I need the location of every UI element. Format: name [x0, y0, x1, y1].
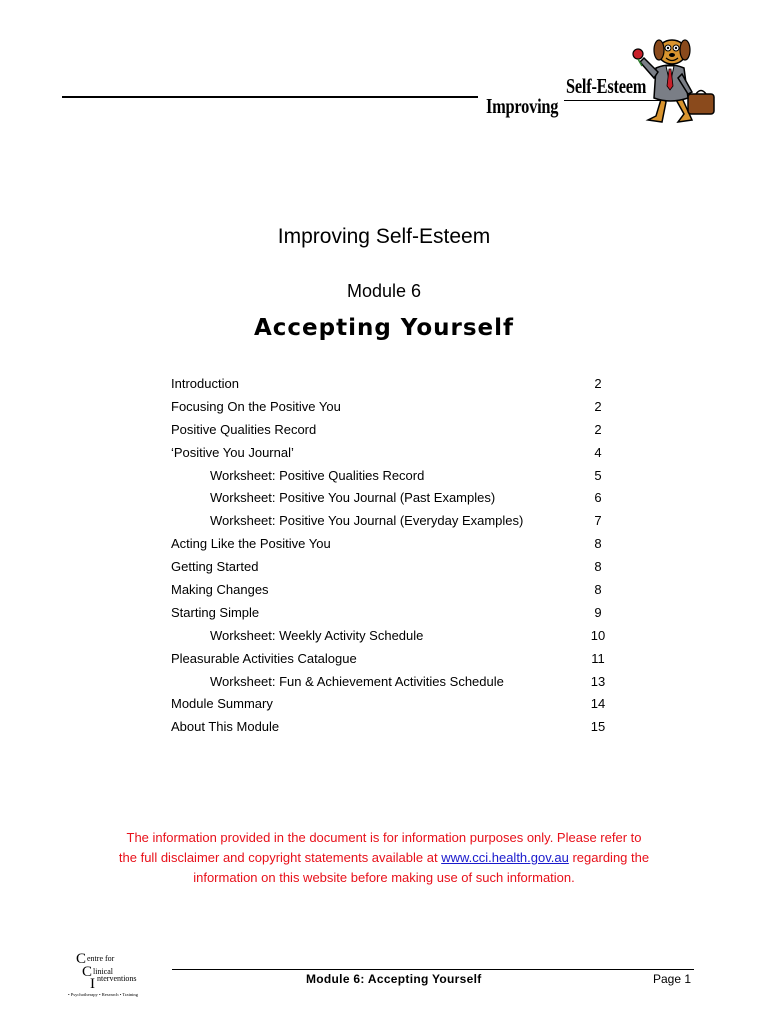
- logo-cap-c2: C: [82, 964, 93, 980]
- toc-entry-page: 9: [594, 604, 602, 620]
- toc-entry: [171, 695, 611, 718]
- toc-entry-page: 7: [594, 513, 602, 529]
- toc-entry: [171, 444, 611, 467]
- disclaimer-line: The information provided in the document is for information purposes only. Please refer to: [126, 830, 642, 845]
- toc-entry-label: Worksheet: Positive You Journal (Everyday Examples): [210, 513, 524, 529]
- toc-entry-label: Introduction: [171, 376, 239, 391]
- disclaimer-text: the full disclaimer and copyright statements available at: [118, 850, 442, 865]
- toc-entry: [171, 421, 611, 444]
- toc-entry: [171, 558, 611, 581]
- toc-entry-label: Acting Like the Positive You: [171, 536, 331, 552]
- toc-entry-page: 8: [594, 559, 602, 575]
- disclaimer-text: regarding the: [568, 850, 650, 865]
- footer-rule: [172, 969, 694, 970]
- logo-cap-i: I: [90, 976, 95, 992]
- toc-subentry: [171, 627, 611, 650]
- toc-entry-page: 11: [591, 650, 605, 666]
- toc-entry-label: Worksheet: Positive Qualities Record: [210, 467, 425, 483]
- disclaimer-line: [80, 848, 688, 868]
- toc-entry-label: Pleasurable Activities Catalogue: [171, 650, 357, 666]
- toc-entry-label: Starting Simple: [171, 604, 260, 620]
- toc-entry-label: Focusing On the Positive You: [171, 398, 341, 414]
- logo-tagline: • Psychotherapy • Research • Training: [68, 992, 139, 997]
- toc-subentry: [171, 489, 611, 512]
- dog-mascot-illustration: [618, 36, 718, 128]
- table-of-contents: [171, 375, 611, 741]
- brand-improving: Improving: [486, 94, 559, 118]
- toc-subentry: [171, 467, 611, 490]
- logo-text-line3: nterventions: [97, 974, 137, 983]
- toc-entry: [171, 375, 611, 398]
- disclaimer-line: information on this website before making use of such information.: [193, 870, 575, 885]
- toc-entry-page: 5: [594, 467, 602, 483]
- toc-entry-page: 8: [594, 536, 602, 552]
- disclaimer-notice: [80, 828, 688, 888]
- toc-entry: [171, 581, 611, 604]
- toc-entry-label: Making Changes: [171, 582, 269, 598]
- module-heading: Accepting Yourself: [253, 315, 515, 341]
- toc-entry-label: Worksheet: Fun & Achievement Activities Schedule: [210, 673, 504, 689]
- toc-entry-page: 2: [594, 421, 602, 437]
- toc-entry-label: Positive Qualities Record: [171, 421, 317, 437]
- toc-entry-label: Module Summary: [171, 696, 273, 712]
- logo-text-line1: entre for: [87, 954, 115, 963]
- toc-entry-label: Getting Started: [171, 559, 259, 575]
- footer-module-title: Module 6: Accepting Yourself: [306, 972, 482, 986]
- cci-website-link[interactable]: www.cci.health.gov.au: [441, 850, 569, 865]
- toc-entry-label: ‘Positive You Journal’: [171, 444, 294, 460]
- footer-page-number: Page 1: [653, 972, 692, 986]
- toc-subentry: [171, 512, 611, 535]
- toc-entry-page: 15: [590, 719, 606, 735]
- toc-entry-page: 13: [590, 673, 606, 689]
- toc-entry: [171, 535, 611, 558]
- toc-entry-page: 10: [590, 627, 606, 643]
- header-rule: [62, 96, 478, 98]
- logo-cap-c1: C: [76, 951, 87, 967]
- toc-entry: [171, 718, 611, 741]
- toc-entry-label: About This Module: [171, 719, 280, 735]
- logo-text-line2: linical: [93, 967, 113, 976]
- toc-entry-page: 14: [590, 696, 606, 712]
- toc-entry: [171, 604, 611, 627]
- toc-entry: [171, 650, 611, 673]
- toc-entry-page: 8: [594, 582, 602, 598]
- toc-entry: [171, 398, 611, 421]
- toc-entry-label: Worksheet: Positive You Journal (Past Examples): [210, 490, 496, 506]
- toc-entry-page: 2: [594, 398, 602, 414]
- toc-entry-page: 4: [594, 444, 602, 460]
- toc-subentry: [171, 673, 611, 696]
- document-title: Improving Self-Esteem: [277, 225, 491, 248]
- toc-entry-label: Worksheet: Weekly Activity Schedule: [210, 627, 424, 643]
- module-number: Module 6: [346, 281, 422, 301]
- toc-entry-page: 2: [594, 376, 602, 391]
- cci-logo: [66, 950, 184, 1002]
- toc-entry-page: 6: [594, 490, 602, 506]
- brand-self-esteem: Self-Esteem: [566, 74, 647, 98]
